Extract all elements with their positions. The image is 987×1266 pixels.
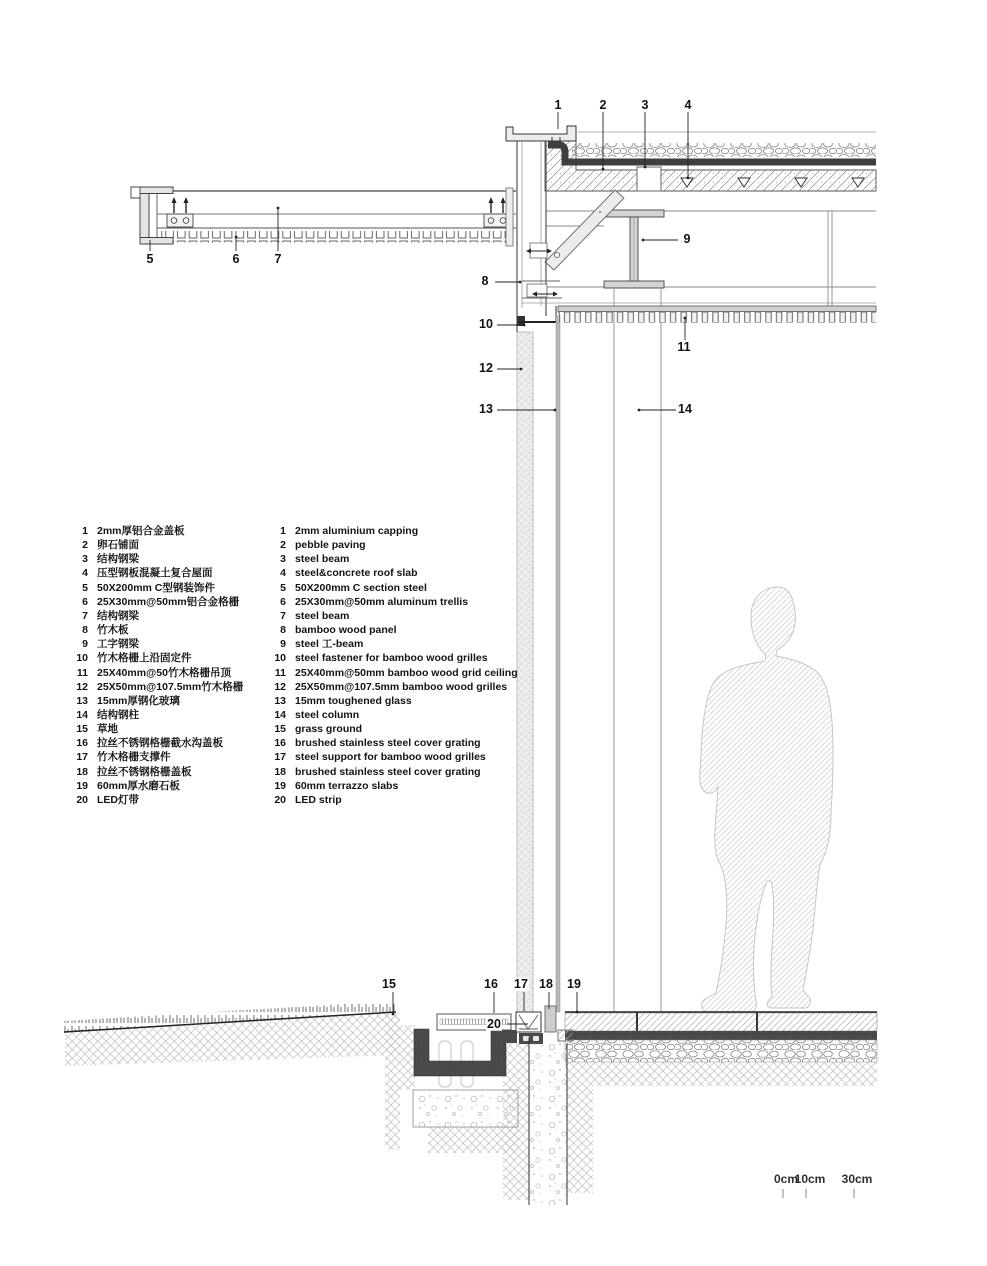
legend-number: 16 [76,737,88,750]
legend-label: 卵石铺面 [97,539,139,552]
scale-label: 30cm [841,1172,873,1186]
legend-number: 13 [274,694,286,707]
canopy-assembly [131,187,516,246]
legend-number: 12 [76,680,88,693]
legend-number: 5 [280,581,286,594]
legend-row [268,552,349,566]
legend-label: 25X30mm@50mm铝合金格栅 [97,595,240,608]
legend-number: 12 [274,680,286,693]
embedded-steel-beam [637,167,661,191]
legend-label: 2mm aluminium capping [295,525,419,537]
callout-17: 17 [514,976,528,991]
legend-number: 18 [76,765,88,778]
legend-row [70,666,231,680]
legend-label: steel beam [295,609,350,622]
legend-number: 15 [274,723,286,736]
legend-number: 9 [280,638,286,651]
legend-label: 草地 [97,723,118,736]
legend-row [268,538,366,552]
legend-label: 结构钢梁 [97,553,139,566]
legend-row [70,581,215,595]
concrete-footing [413,1090,518,1127]
legend-row [70,722,118,736]
legend-number: 6 [82,595,88,608]
legend-row [268,680,507,694]
legend-number: 11 [274,666,286,679]
legend-number: 20 [76,793,88,806]
callout-19: 19 [567,976,581,991]
legend-row [70,524,185,538]
soil [565,1062,877,1086]
callout-5: 5 [146,251,154,266]
legend-number: 14 [76,708,88,721]
legend-label: pebble paving [295,539,366,552]
steel-i-beam [604,210,664,288]
scale-label: 10cm [794,1172,826,1186]
glass-base-fixing [545,1006,556,1032]
drain-channel [414,1029,506,1076]
legend-row [268,623,397,637]
legend-number: 10 [76,652,88,665]
legend-row [70,552,139,566]
legend-label: 50X200mm C section steel [295,581,427,594]
legend-label: LED灯带 [97,793,139,806]
legend-row [268,566,418,580]
legend-number: 19 [76,779,88,792]
legend-label: 25X40mm@50竹木格栅吊顶 [97,666,231,679]
legend-number: 7 [82,609,88,622]
legend-row [268,793,342,807]
pebble-subbase [565,1040,877,1062]
legend-row [70,637,139,651]
legend-label: steel fastener for bamboo wood grilles [295,652,488,665]
legend-label: brushed stainless steel cover grating [295,765,481,778]
callout-6: 6 [232,251,240,266]
callout-7: 7 [274,251,282,266]
callout-11: 11 [677,339,691,354]
leader-lines [150,112,688,1024]
legend-number: 8 [82,624,88,637]
legend-row [268,595,468,609]
callout-20: 20 [487,1016,501,1031]
basement-wall [529,1038,567,1205]
legend-label: 25X50mm@107.5mm竹木格栅 [97,680,244,693]
legend-label: 50X200mm C型钢装饰件 [97,581,215,594]
human-figure-silhouette [700,587,833,1012]
legend-number: 14 [274,708,286,721]
legend-label: grass ground [295,723,363,736]
legend-number: 13 [76,694,88,707]
legend-row [70,680,243,694]
legend-row [268,750,486,764]
terrazzo-slabs [565,1013,877,1031]
callout-16: 16 [484,976,498,991]
legend-row [268,736,481,750]
legend-number: 5 [82,581,88,594]
legend-number: 15 [76,723,88,736]
legend-row [70,538,139,552]
legend-label: 2mm厚铝合金盖板 [97,525,185,537]
legend-row [70,793,139,807]
legend-row [70,779,180,793]
legend-row [70,750,171,764]
callout-3: 3 [641,97,649,112]
canopy-bracket-left [167,197,193,227]
callout-12: 12 [479,360,493,375]
legend-row [268,581,427,595]
legend-number: 1 [82,525,88,537]
legend-number: 11 [76,666,88,679]
legend-row [268,609,349,623]
legend-row [70,708,139,722]
legend-row [268,651,488,665]
legend-label: LED strip [295,793,342,806]
legend-label: 拉丝不锈钢格栅截水沟盖板 [97,737,223,750]
legend-number: 1 [280,525,286,537]
legend-number: 17 [76,751,88,764]
transom-detail [517,281,562,326]
legend-row [268,524,418,538]
legend-label: steel beam [295,553,350,566]
legend-label: 15mm厚钢化玻璃 [97,694,180,707]
callout-14: 14 [678,401,692,416]
legend-label: 竹木板 [97,624,129,637]
legend-number: 2 [280,539,286,552]
legend-label: 25X40mm@50mm bamboo wood grid ceiling [295,666,518,679]
legend-label: 结构钢梁 [97,609,139,622]
callout-4: 4 [684,97,692,112]
legend-row [70,609,139,623]
legend-row [70,651,192,665]
legend-number: 17 [274,751,286,764]
callout-2: 2 [599,97,607,112]
mortar-bed [565,1031,877,1040]
legend-label: 60mm厚水磨石板 [97,779,180,792]
legend-number: 2 [82,539,88,552]
legend-label: steel support for bamboo wood grilles [295,751,486,764]
legend-row [70,566,213,580]
legend-label: steel column [295,708,360,721]
floor-assembly [565,1012,877,1193]
adjustable-fixing-upper [526,243,552,258]
soil [385,1013,400,1150]
legend-label: 工字钢梁 [97,638,139,651]
legend-number: 6 [280,595,286,608]
callout-18: 18 [539,976,553,991]
scale-bar-ticks [783,1189,854,1198]
legend-number: 18 [274,765,286,778]
aluminum-trellis [161,231,512,243]
diagonal-brace [545,190,624,270]
legend-label: steel 工-beam [295,638,364,651]
legend-row [268,637,363,651]
legend-label: 拉丝不锈钢格栅盖板 [97,765,192,778]
legend-row [268,765,481,779]
roof-assembly [545,132,876,306]
legend-label: 15mm toughened glass [295,694,412,707]
legend-row [70,765,192,779]
ground-drain-assembly [63,1001,573,1205]
legend-number: 10 [274,652,286,665]
legend-number: 4 [82,567,88,580]
legend-row [70,694,180,708]
scale-label: 0cm [773,1172,799,1186]
callout-8: 8 [481,273,489,288]
legend-row [70,623,129,637]
callout-1: 1 [554,97,562,112]
callout-13: 13 [479,401,493,416]
legend-label: 60mm terrazzo slabs [295,779,399,792]
callout-15: 15 [382,976,396,991]
soil [400,1025,415,1090]
legend-number: 8 [280,624,286,637]
legend-row [268,722,362,736]
legend-number: 16 [274,737,286,750]
legend-row [70,736,223,750]
legend-label: brushed stainless steel cover grating [295,737,481,750]
legend-label: 25X30mm@50mm aluminum trellis [295,595,469,608]
aluminium-capping [506,126,576,141]
legend-number: 20 [274,793,286,806]
legend-label: bamboo wood panel [295,624,397,637]
legend-row [268,779,398,793]
soil [567,1086,593,1193]
legend-label: 25X50mm@107.5mm bamboo wood grilles [295,680,508,693]
legend-number: 9 [82,638,88,651]
legend-number: 7 [280,609,286,622]
bamboo-grid-ceiling [558,306,876,323]
legend-label: 竹木格栅支撑件 [97,751,171,764]
toughened-glass [556,316,560,1012]
legend-row [268,666,518,680]
legend-number: 4 [280,567,286,580]
pebble-paving [572,143,876,157]
bamboo-wood-grille-wall [517,332,533,1012]
legend-row [268,694,412,708]
legend-label: 结构钢柱 [97,708,139,721]
legend-number: 19 [274,779,286,792]
grille-support [516,1012,541,1032]
legend-number: 3 [280,553,286,566]
legend-label: 压型钢板混凝土复合屋面 [97,567,213,580]
legend-row [70,595,239,609]
legend-number: 3 [82,553,88,566]
callout-10: 10 [479,316,493,331]
legend-row [268,708,359,722]
legend-label: steel&concrete roof slab [295,567,418,580]
callout-9: 9 [683,231,691,246]
legend-label: 竹木格栅上沿固定件 [97,652,192,665]
